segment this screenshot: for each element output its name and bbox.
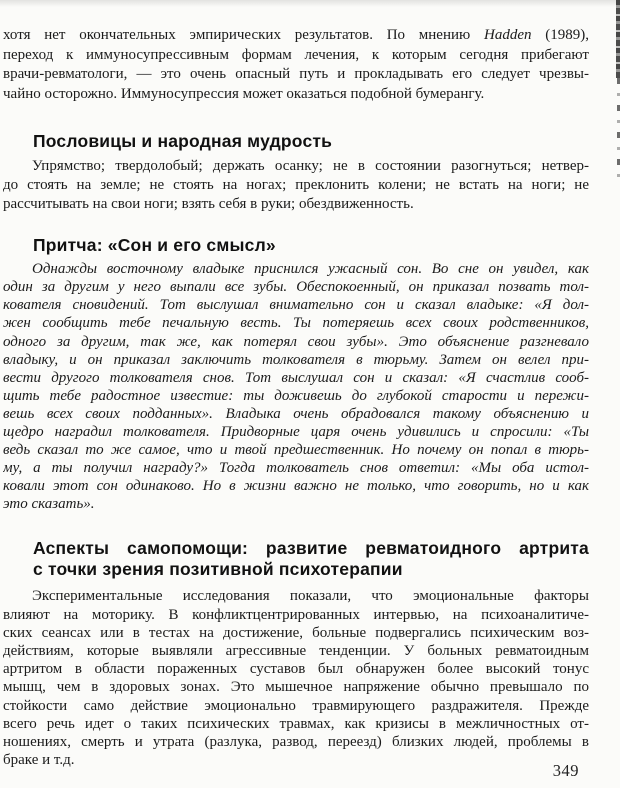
text-line: артритом в области пораженных суставов был обнаружен более высокий тонус: [3, 661, 589, 678]
paragraph: [3, 157, 589, 213]
section-heading: [3, 538, 589, 580]
scan-edge-shadow-top: [0, 0, 620, 7]
text-line: жен сообщить тебе печальную весть. Ты потеряешь всех своих родственников,: [3, 315, 589, 332]
text-line: ведь сказал то же самое, что и твой предшественник. Но почему он попал в тюрь-: [3, 442, 589, 459]
text-line: Экспериментальные исследования показали, что эмоциональные факторы: [32, 588, 589, 605]
text-segment: хотя нет окончательных эмпирических результатов. По мнению: [3, 27, 484, 43]
text-line: Однажды восточному владыке приснился ужасный сон. Во сне он увидел, как: [32, 261, 589, 278]
text-line: ских сеансах или в тестах на достижение, больные подвергались психическим воз-: [3, 624, 589, 641]
text-line: владыку, и он приказал заключить толкователя в тюрьму. Затем он велел при-: [3, 351, 589, 368]
text-line: одного за другим, так же, как потерял свои зубы». Это объяснение разгневало: [3, 333, 589, 350]
text-line: кователя сновидений. Тот выслушал внимательно сон и сказал владыке: «Я дол-: [3, 297, 589, 314]
text-line: рассчитывать на свои ноги; взять себя в руки; обездвиженность.: [3, 195, 414, 212]
text-line: мышц, чем в здоровых зонах. Это мышечное напряжение обычно превышало по: [3, 679, 589, 696]
text-line: чайно осторожно. Иммуносупрессия может оказаться подобной бумерангу.: [3, 85, 485, 102]
text-line: щедро наградил толкователя. Придворные царя очень удивились и спросили: «Ты: [3, 424, 589, 440]
text-line: переход к иммуносупрессивным формам лечения, к которым сегодня прибегают: [3, 46, 589, 63]
paragraph: [3, 587, 589, 769]
text-segment: (1989),: [531, 27, 589, 43]
text-line: до стоять на земле; не стоять на ногах; преклонить колени; не встать на ноги; не: [3, 176, 589, 193]
text-line: ношениях, смерть и утрата (разлука, развод, переезд) близких людей, проблемы в: [3, 734, 589, 751]
italic-author-citation: Hadden: [484, 27, 532, 43]
section-heading: [3, 235, 589, 256]
heading-line: Притча: «Сон и его смысл»: [33, 235, 276, 256]
text-line: браке и т.д.: [3, 752, 75, 769]
heading-line: с точки зрения позитивной психотерапии: [33, 559, 403, 580]
text-line: Упрямство; твердолобый; держать осанку; не в состоянии разогнуться; нетвер-: [32, 158, 589, 175]
text-line: вести другого толкователя снов. Тот выслушал сон и сказал: «Я счастлив сооб-: [3, 369, 589, 386]
text-line: это сказать».: [3, 496, 95, 513]
text-line: всего речь идет о таких психических травмах, как кризисы в межличностных от-: [3, 715, 589, 732]
text-line: один за другим у него выпали все зубы. Обеспокоенный, он приказал позвать тол-: [3, 279, 589, 296]
text-line: щить тебе радостное известие: ты доживешь до глубокой старости и пережи-: [3, 387, 589, 404]
paragraph: [3, 260, 589, 513]
text-line: вешь всех своих подданных». Владыка очень обрадовался такому объяснению и: [3, 405, 589, 422]
text-line: [3, 26, 589, 46]
text-line: врачи-ревматологи, — это очень опасный путь и прокладывать его следует чрезвы-: [3, 66, 589, 83]
page-content: [3, 26, 589, 770]
text-line: действиям, которые выявляли агрессивные тенденции. У больных ревматоидным: [3, 643, 589, 660]
text-line: му, а ты получил награду?» Тогда толкователь снов ответил: «Мы оба истол-: [3, 460, 589, 477]
paragraph: [3, 26, 589, 104]
page-number: 349: [552, 761, 579, 780]
scan-edge-artifact-right: [616, 0, 620, 78]
text-line: ковали этот сон одинаково. Но в жизни важно не только, что говорить, но и как: [3, 478, 589, 495]
text-line: влияют на моторику. В конфликтцентрированных интервью, на психоаналитиче-: [3, 606, 589, 623]
heading-line: Пословицы и народная мудрость: [33, 131, 333, 152]
text-line: стойкости само действие эмоционально травмирующего раздражителя. Прежде: [3, 697, 589, 714]
heading-line: Аспекты самопомощи: развитие ревматоидного артрита: [33, 538, 589, 559]
section-heading: [3, 131, 589, 152]
